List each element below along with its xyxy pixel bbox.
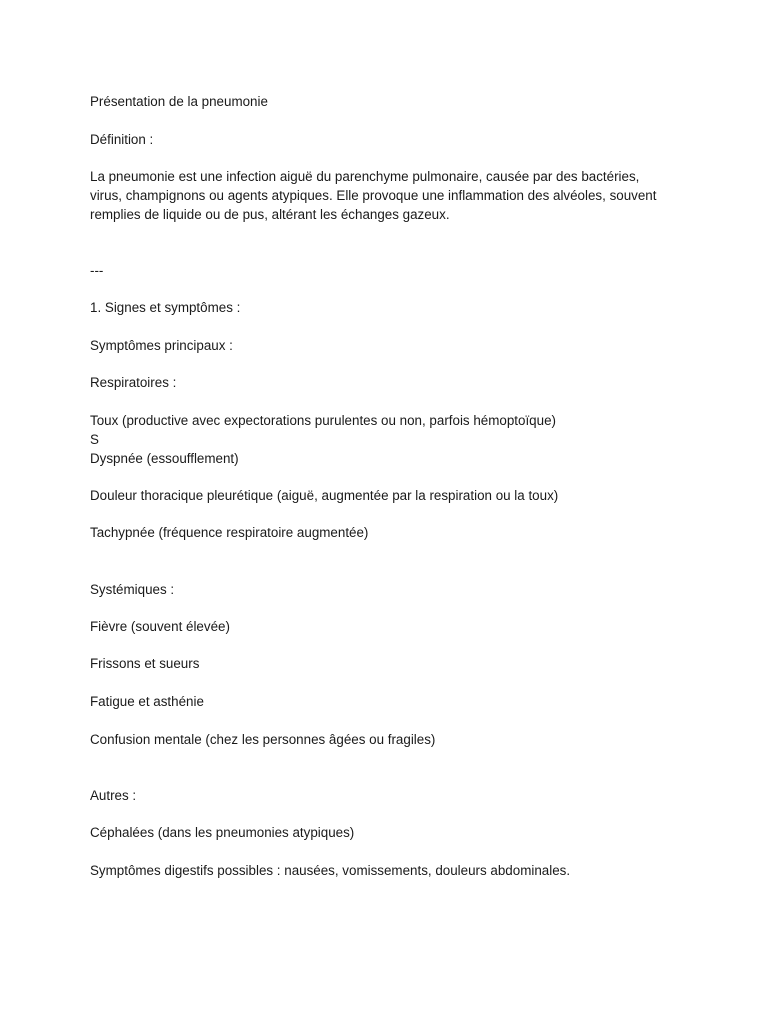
symptom-item-digestive: Symptômes digestifs possibles : nausées, vomissements, douleurs abdominales. bbox=[90, 863, 571, 878]
symptom-item-dyspnea: Dyspnée (essoufflement) bbox=[90, 451, 239, 466]
document-title: Présentation de la pneumonie bbox=[90, 94, 268, 109]
symptom-item-fatigue: Fatigue et asthénie bbox=[90, 694, 204, 709]
stray-character: S bbox=[90, 432, 99, 447]
symptom-item-confusion: Confusion mentale (chez les personnes âgées ou fragiles) bbox=[90, 732, 436, 747]
symptom-item-fever: Fièvre (souvent élevée) bbox=[90, 619, 230, 634]
respiratory-heading: Respiratoires : bbox=[90, 375, 177, 390]
main-symptoms-heading: Symptômes principaux : bbox=[90, 338, 233, 353]
symptom-item-chest-pain: Douleur thoracique pleurétique (aiguë, augmentée par la respiration ou la toux) bbox=[90, 488, 559, 503]
symptom-item-headache: Céphalées (dans les pneumonies atypiques) bbox=[90, 825, 355, 840]
others-heading: Autres : bbox=[90, 788, 137, 803]
symptom-item-chills: Frissons et sueurs bbox=[90, 656, 200, 671]
symptom-item-tachypnea: Tachypnée (fréquence respiratoire augmentée) bbox=[90, 525, 369, 540]
definition-line: La pneumonie est une infection aiguë du parenchyme pulmonaire, causée par des bactéries, bbox=[90, 169, 640, 184]
definition-paragraph bbox=[90, 167, 690, 224]
separator: --- bbox=[90, 263, 104, 278]
definition-line: virus, champignons ou agents atypiques. Elle provoque une inflammation des alvéoles, souvent bbox=[90, 188, 657, 203]
definition-line: remplies de liquide ou de pus, altérant les échanges gazeux. bbox=[90, 207, 450, 222]
definition-heading: Définition : bbox=[90, 132, 154, 147]
symptom-item-cough: Toux (productive avec expectorations purulentes ou non, parfois hémoptoïque) bbox=[90, 413, 556, 428]
systemic-heading: Systémiques : bbox=[90, 582, 175, 597]
section-heading: 1. Signes et symptômes : bbox=[90, 300, 241, 315]
